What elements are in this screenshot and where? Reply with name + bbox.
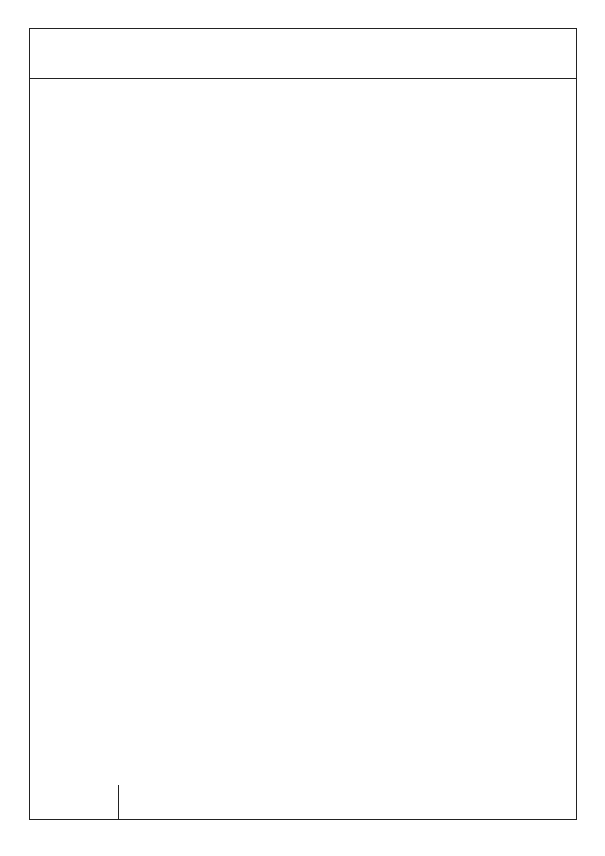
page-footer bbox=[30, 785, 576, 819]
footer-website-cell bbox=[119, 785, 576, 824]
page-header bbox=[30, 29, 576, 79]
footer-author-cell bbox=[30, 785, 119, 819]
comic-sheet bbox=[29, 28, 577, 820]
